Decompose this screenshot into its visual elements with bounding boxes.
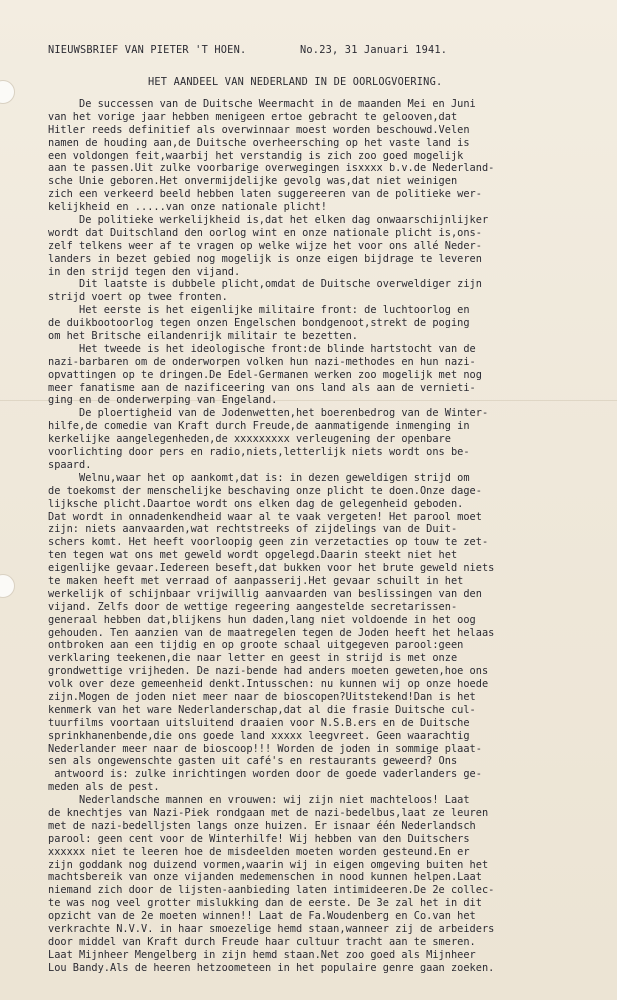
body-text-line: sen als ongewenschte gasten uit café's en restaurants geweerd? Ons (48, 755, 458, 768)
body-text-line: van het vorige jaar hebben menigeen ertoe gebracht te gelooven,dat (48, 110, 458, 123)
article-body (48, 98, 596, 975)
body-text-line: opvattingen op te dringen.De Edel-Germanen werken zoo mogelijk met nog (48, 368, 482, 381)
body-text-line: werkelijk of schijnbaar vrijwillig aanvaarden van beslissingen van den (48, 587, 482, 600)
body-text-line: parool: geen cent voor de Winterhilfe! Wij hebben van den Duitschers (48, 832, 470, 845)
body-text-line: De politieke werkelijkheid is,dat het elken dag onwaarschijnlijker (48, 214, 489, 227)
body-text-line: ten tegen wat ons met geweld wordt opgelegd.Daarin steekt niet het (48, 549, 458, 562)
body-text-line: zijn: niets aanvaarden,wat rechtstreeks of zijdelings van de Duit- (48, 523, 458, 536)
body-text-line: machtsbereik van onze vijanden medemenschen in nood kunnen helpen.Laat (48, 871, 482, 884)
body-text-line: Hitler reeds definitief als overwinnaar moest worden beschouwd.Velen (48, 123, 470, 136)
article-title: HET AANDEEL VAN NEDERLAND IN DE OORLOGVOERING. (148, 76, 443, 88)
body-text-line: Dit laatste is dubbele plicht,omdat de Duitsche overweldiger zijn (48, 278, 482, 291)
body-text-line: de duikbootoorlog tegen onzen Engelschen bondgenoot,strekt de poging (48, 317, 470, 330)
body-text-line: xxxxxx niet te leeren hoe de misdeelden moeten worden gesteund.En er (48, 845, 470, 858)
body-text-line: met de nazi-bedelljsten langs onze huizen. Er isnaar één Nederlandsch (48, 819, 476, 832)
body-text-line: te maken heeft met verraad of aanpasserij.Het gevaar schuilt in het (48, 574, 464, 587)
body-text-line: zich een verkeerd beeld hebben laten suggereeren van de politieke wer- (48, 188, 482, 201)
body-text-line: niemand zich door de lijsten-aanbieding laten intimideeren.De 2e collec- (48, 884, 495, 897)
body-text-line: volk over deze gemeenheid denkt.Intusschen: nu kunnen wij op onze hoede (48, 678, 489, 691)
body-text-line: verklaring teekenen,die naar letter en geest in strijd is met onze (48, 652, 458, 665)
body-text-line: de knechtjes van Nazi-Piek rondgaan met de nazi-bedelbus,laat ze leuren (48, 806, 489, 819)
body-text-line: meer fanatisme aan de nazificeering van ons land als aan de vernieti- (48, 381, 476, 394)
body-text-line: aan te passen.Uit zulke voorbarige overwegingen isxxxx b.v.de Nederland- (48, 162, 495, 175)
body-text-line: tuurfilms voortaan uitsluitend draaien voor N.S.B.ers en de Duitsche (48, 716, 470, 729)
body-text-line: antwoord is: zulke inrichtingen worden door de goede vaderlanders ge- (48, 768, 482, 781)
punch-hole (0, 574, 15, 598)
body-text-line: Welnu,waar het op aankomt,dat is: in dezen geweldigen strijd om (48, 471, 470, 484)
body-text-line: Het eerste is het eigenlijke militaire front: de luchtoorlog en (48, 304, 470, 317)
body-text-line: Laat Mijnheer Mengelberg in zijn hemd staan.Net zoo goed als Mijnheer (48, 948, 476, 961)
punch-hole (0, 80, 15, 104)
body-text-line: meden als de pest. (48, 781, 160, 794)
body-text-line: ging en de onderwerping van Engeland. (48, 394, 278, 407)
body-text-line: Nederlander meer naar de bioscoop!!! Worden de joden in sommige plaat- (48, 742, 482, 755)
body-text-line: Het tweede is het ideologische front:de blinde hartstocht van de (48, 342, 476, 355)
body-text-line: om het Britsche eilandenrijk militair te bezetten. (48, 330, 358, 343)
body-text-line: door middel van Kraft durch Freude haar cultuur tracht aan te smeren. (48, 935, 476, 948)
body-text-line: generaal hebben dat,blijkens hun daden,lang niet voldoende in het oog (48, 613, 476, 626)
body-text-line: kelijkheid en .....van onze nationale plicht! (48, 201, 327, 214)
body-text-line: nazi-barbaren om de onderworpen volken hun nazi-methodes en hun nazi- (48, 355, 476, 368)
body-text-line: schers komt. Het heeft voorloopig geen zin verzetacties op touw te zet- (48, 536, 489, 549)
body-text-line: hilfe,de comedie van Kraft durch Freude,de aanmatigende inmenging in (48, 420, 470, 433)
body-text-line: voorlichting door pers en radio,niets,letterlijk niets wordt ons be- (48, 446, 470, 459)
body-text-line: kerkelijke aangelegenheden,de xxxxxxxxx verleugening der openbare (48, 433, 451, 446)
newsletter-header (48, 44, 588, 56)
body-text-line: in den strijd tegen den vijand. (48, 265, 241, 278)
body-text-line: lijksche plicht.Daartoe wordt ons elken dag de gelegenheid geboden. (48, 497, 464, 510)
body-text-line: Lou Bandy.Als de heeren hetzoometeen in het populaire genre gaan zoeken. (48, 961, 495, 974)
body-text-line: zijn goddank nog duizend vormen,waarin wij in eigen omgeving buiten het (48, 858, 489, 871)
body-text-line: zelf telkens weer af te vragen op welke wijze het voor ons allé Neder- (48, 239, 482, 252)
body-text-line: zijn.Mogen de joden niet meer naar de bioscopen?Uitstekend!Dan is het (48, 690, 476, 703)
body-text-line: Dat wordt in onnadenkendheid waar al te vaak vergeten! Het parool moet (48, 510, 482, 523)
body-text-line: vijand. Zelfs door de wettige regeering aangestelde secretarissen- (48, 600, 458, 613)
body-text-line: gehouden. Ten aanzien van de maatregelen tegen de Joden heeft het helaas (48, 626, 495, 639)
body-text-line: Nederlandsche mannen en vrouwen: wij zijn niet machteloos! Laat (48, 794, 470, 807)
body-text-line: de toekomst der menschelijke beschaving onze plicht te doen.Onze dage- (48, 484, 482, 497)
body-text-line: namen de houding aan,de Duitsche overheersching op het vaste land is (48, 136, 470, 149)
body-text-line: sche Unie geboren.Het onvermijdelijke gevolg was,dat niet weinigen (48, 175, 458, 188)
body-text-line: grondwettige vrijheden. De nazi-bende had anders moeten geweten,hoe ons (48, 665, 489, 678)
issue-number-date: No.23, 31 Januari 1941. (300, 44, 448, 56)
body-text-line: kenmerk van het ware Nederlanderschap,dat al die frasie Duitsche cul- (48, 703, 476, 716)
body-text-line: wordt dat Duitschland den oorlog wint en onze nationale plicht is,ons- (48, 226, 482, 239)
body-text-line: De ploertigheid van de Jodenwetten,het boerenbedrog van de Winter- (48, 407, 489, 420)
body-text-line: sprinkhanenbende,die ons goede land xxxxx leegvreet. Geen waarachtig (48, 729, 470, 742)
body-text-line: spaard. (48, 458, 92, 471)
publication-name: NIEUWSBRIEF VAN PIETER 'T HOEN. (48, 44, 247, 56)
body-text-line: verkrachte N.V.V. in haar smoezelige hemd staan,wanneer zij de arbeiders (48, 923, 495, 935)
body-text-line: te was nog veel grotter mislukking dan de eerste. De 3e zal het in dit (48, 897, 482, 910)
body-text-line: een voldongen feit,waarbij het verstandig is zich zoo goed mogelijk (48, 149, 464, 162)
body-text-line: eigenlijke gevaar.Iedereen beseft,dat bukken voor het brute geweld niets (48, 562, 495, 575)
body-text-line: De successen van de Duitsche Weermacht in de maanden Mei en Juni (48, 98, 476, 110)
body-text-line: opzicht van de 2e moeten winnen!! Laat de Fa.Woudenberg en Co.van het (48, 910, 476, 923)
body-text-line: ontbroken aan een tijdig en op groote schaal uitgegeven parool:geen (48, 639, 464, 652)
body-text-line: landers in bezet gebied nog mogelijk is onze eigen bijdrage te leveren (48, 252, 482, 265)
body-text-line: strijd voert op twee fronten. (48, 291, 228, 304)
